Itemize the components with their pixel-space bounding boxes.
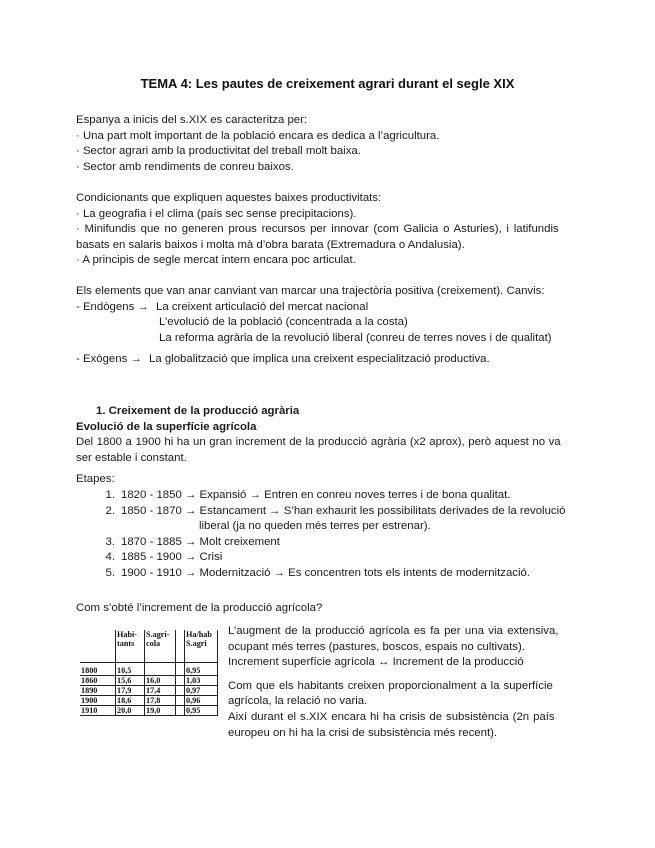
list-item (96, 488, 578, 504)
intro-item: · Una part molt important de la població encara es dedica a l’agricultura. (76, 129, 440, 142)
table-cell: 1900 (80, 696, 116, 706)
list-number: 5. (105, 566, 115, 579)
list-text: 1820 - 1850 → Expansió → Entren en conreu noves terres i de bona qualitat. (121, 488, 511, 501)
stages-list (76, 488, 578, 582)
section-paragraph: Del 1800 a 1900 hi ha un gran increment de la producció agrària (x2 aprox), però aquest no va (76, 436, 561, 449)
commentary-line: ocupant més terres (pastures, boscos, espais no cultivats). (228, 640, 525, 653)
conditions-item: · Minifundis que no generen prous recursos per innovar (com Galicia o Asturies), i latifundis (76, 223, 559, 236)
endogens-row (76, 300, 578, 316)
endogens-item: La creixent articulació del mercat nacional (156, 300, 369, 313)
table-cell: 0,97 (185, 686, 218, 696)
table-cell: 0,96 (185, 696, 218, 706)
endogens-item: La reforma agrària de la revolució liberal (conreu de terres noves i de qualitat) (159, 331, 552, 344)
data-table (80, 630, 218, 716)
commentary-line: Així durant el s.XIX encara hi ha crisis de subsistència (2n país (228, 710, 555, 723)
table-cell: 1,03 (185, 676, 218, 686)
list-number: 2. (105, 504, 115, 517)
table-row (80, 686, 218, 696)
commentary-line: Com que els habitants creixen proporcionalment a la superfície (228, 679, 553, 692)
table-cell: 0,95 (185, 663, 218, 676)
commentary-line: europeu on hi ha la crisi de subsistència més recent). (228, 726, 498, 739)
commentary-line: agrícola, la relació no varia. (228, 695, 368, 708)
table-cell: 10,5 (116, 663, 145, 676)
list-text: 1900 - 1910 → Modernització → Es concentren tots els intents de modernització. (121, 566, 531, 579)
section-paragraph-cont: ser estable i constant. (76, 451, 187, 464)
endogens-label: - Endògens → (76, 300, 149, 313)
intro-item: · Sector amb rendiments de conreu baixos. (76, 160, 294, 173)
list-text: 1850 - 1870 → Estancament → S’han exhaurit les possibilitats derivades de la revolució (121, 504, 566, 517)
question-text: Com s’obté l’increment de la producció agrícola? (76, 602, 323, 614)
exogens-item: La globalització que implica una creixent especialització productiva. (149, 353, 490, 366)
table-cell: 17,9 (116, 686, 145, 696)
question-line (76, 601, 578, 617)
table-cell: 16,0 (145, 676, 176, 686)
table-cell: 18,6 (116, 696, 145, 706)
list-item (96, 566, 578, 582)
table-header-row (80, 630, 218, 663)
conditions-item: · A principis de segle mercat intern encara poc articulat. (76, 254, 356, 267)
table-cell: 17,8 (145, 696, 176, 706)
exogens-label: - Exògens → (76, 353, 142, 366)
changes-lead: Els elements que van anar canviant van marcar una trajectòria positiva (creixement). Canvis: (76, 285, 545, 297)
intro-lead: Espanya a inicis del s.XIX es caracteritza per: (76, 114, 308, 126)
conditions-item: · La geografia i el clima (país sec sense precipitacions). (76, 207, 357, 220)
table-cell: 17,4 (145, 686, 176, 696)
list-number: 3. (105, 535, 115, 548)
table-row (80, 706, 218, 716)
intro-section (76, 113, 578, 175)
table-cell: 0,95 (185, 706, 218, 716)
changes-section (76, 284, 578, 368)
page-title: TEMA 4: Les pautes de creixement agrari durant el segle XIX (140, 76, 515, 91)
section-heading: 1. Creixement de la producció agrària (96, 405, 300, 417)
table-cell: 15,6 (116, 676, 145, 686)
exogens-row (76, 352, 578, 368)
intro-item: · Sector agrari amb la productivitat del treball molt baixa. (76, 145, 361, 158)
list-item (96, 504, 578, 520)
conditions-section (76, 191, 578, 269)
table-cell: 19,0 (145, 706, 176, 716)
list-number: 4. (105, 551, 115, 564)
commentary-line: Increment superfície agrícola ↔ Increment de la producció (228, 656, 524, 669)
table-row (80, 663, 218, 676)
section-growth (76, 404, 578, 582)
list-text-cont: liberal (ja no queden més terres per estrenar). (199, 520, 431, 533)
table-commentary (228, 624, 578, 741)
table-header-cell (80, 630, 116, 663)
table-cell: 1800 (80, 663, 116, 676)
table-cell: 1860 (80, 676, 116, 686)
table-cell (145, 663, 176, 676)
population-table (80, 630, 222, 732)
table-cell: 20,0 (116, 706, 145, 716)
section-subheading: Evolució de la superfície agrícola (76, 420, 257, 433)
table-cell: 1910 (80, 706, 116, 716)
list-item (96, 535, 578, 551)
list-text: 1885 - 1900 → Crisi (121, 551, 223, 564)
table-row (80, 696, 218, 706)
table-header-cell: Ha/hab S.agri (185, 630, 218, 663)
list-number: 1. (105, 488, 115, 501)
endogens-item: L’evolució de la població (concentrada a la costa) (159, 316, 408, 329)
conditions-item-cont: basats en salaris baixos i molta mà d’obra barata (Extremadura o Andalusia). (76, 238, 465, 251)
table-cell: 1890 (80, 686, 116, 696)
commentary-line: L’augment de la producció agrícola es fa per una via extensiva, (228, 625, 559, 637)
list-item (96, 550, 578, 566)
conditions-lead: Condicionants que expliquen aquestes baixes productivitats: (76, 192, 382, 204)
table-row (80, 676, 218, 686)
table-header-cell: Habi- tants (116, 630, 145, 663)
stages-label: Etapes: (76, 473, 115, 486)
table-header-cell: S.agrí- cola (145, 630, 176, 663)
list-text: 1870 - 1885 → Molt creixement (121, 535, 280, 548)
